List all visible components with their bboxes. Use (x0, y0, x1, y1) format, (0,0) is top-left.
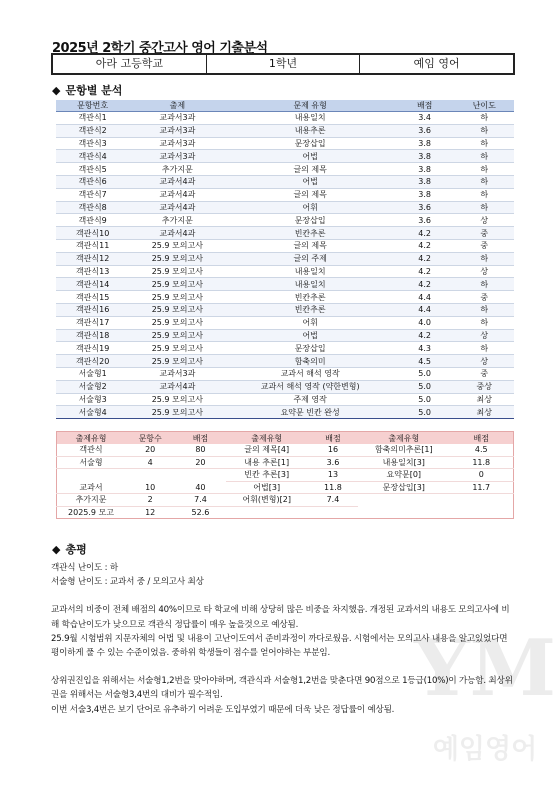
table-row (56, 112, 514, 125)
question-type-cell: 빈칸추론 (225, 291, 394, 304)
essay-difficulty: 서술형 난이도 : 교과서 중 / 모의고사 최상 (51, 577, 204, 588)
watermark-letters: YM (413, 623, 557, 714)
table-row (56, 175, 514, 188)
source-cell: 25.9 모의고사 (129, 278, 225, 291)
difficulty-cell: 하 (454, 303, 514, 316)
question-number-cell: 객관식11 (56, 239, 129, 252)
type-points-cell (449, 494, 513, 507)
category-cell: 추가지문 (57, 494, 126, 507)
source-cell: 추가지문 (129, 214, 225, 227)
difficulty-cell: 하 (454, 137, 514, 150)
question-type-cell: 어법 (225, 175, 394, 188)
difficulty-cell: 하 (454, 112, 514, 125)
question-type-cell: 글의 주제 (225, 252, 394, 265)
source-cell: 25.9 모의고사 (129, 265, 225, 278)
difficulty-cell: 중 (454, 291, 514, 304)
category-cell: 서술형 (57, 456, 126, 469)
points-cell: 3.6 (395, 201, 455, 214)
table-row (56, 201, 514, 214)
difficulty-cell: 최상 (454, 393, 514, 406)
question-type-cell: 어법 (225, 329, 394, 342)
points-cell: 3.8 (395, 150, 455, 163)
table-row (56, 380, 514, 393)
question-type-cell: 요약문 빈칸 완성 (225, 406, 394, 419)
difficulty-cell: 하 (454, 175, 514, 188)
difficulty-cell: 하 (454, 150, 514, 163)
source-cell: 25.9 모의고사 (129, 252, 225, 265)
question-number-cell: 객관식4 (56, 150, 129, 163)
difficulty-cell: 하 (454, 188, 514, 201)
table-row (56, 342, 514, 355)
points-cell: 4.2 (395, 239, 455, 252)
question-type-cell: 어휘 (225, 201, 394, 214)
points-cell: 5.0 (395, 380, 455, 393)
question-type-cell: 글의 제목[4] (226, 444, 308, 456)
column-header: 난이도 (454, 100, 514, 112)
table-header-row (57, 432, 514, 445)
question-number-cell: 객관식10 (56, 227, 129, 240)
points-cell: 3.4 (395, 112, 455, 125)
question-type-cell: 요약문[0] (358, 469, 449, 482)
difficulty-cell: 중 (454, 227, 514, 240)
points-cell: 4.3 (395, 342, 455, 355)
question-count-cell: 4 (125, 456, 175, 469)
table-row (56, 355, 514, 368)
points-cell: 4.0 (395, 316, 455, 329)
type-points-cell: 3.6 (308, 456, 358, 469)
column-header: 배점 (308, 432, 358, 445)
points-cell: 4.2 (395, 252, 455, 265)
diamond-icon: ◆ (52, 543, 61, 556)
section-heading-text: 총평 (65, 543, 87, 556)
question-count-cell: 12 (125, 506, 175, 519)
difficulty-cell: 하 (454, 278, 514, 291)
question-analysis-table (56, 100, 514, 419)
table-row (56, 214, 514, 227)
question-type-cell: 어법 (225, 150, 394, 163)
points-cell: 4.2 (395, 278, 455, 291)
question-number-cell: 객관식8 (56, 201, 129, 214)
category-cell: 교과서 (57, 481, 126, 494)
column-header: 배점 (395, 100, 455, 112)
question-number-cell: 객관식13 (56, 265, 129, 278)
question-number-cell: 객관식19 (56, 342, 129, 355)
column-header: 문제 유형 (225, 100, 394, 112)
question-number-cell: 객관식5 (56, 163, 129, 176)
source-cell: 교과서4과 (129, 380, 225, 393)
question-number-cell: 서술형1 (56, 367, 129, 380)
column-header: 출제 (129, 100, 225, 112)
type-points-cell: 0 (449, 469, 513, 482)
question-type-cell: 주제 영작 (225, 393, 394, 406)
question-number-cell: 객관식15 (56, 291, 129, 304)
difficulty-cell: 상 (454, 329, 514, 342)
points-cell: 4.2 (395, 265, 455, 278)
question-number-cell: 서술형2 (56, 380, 129, 393)
summary-text (51, 561, 514, 717)
table-row (56, 278, 514, 291)
header-bar (51, 53, 515, 75)
question-type-cell: 글의 제목 (225, 163, 394, 176)
question-type-cell: 교과서 해석 영작 (약한변형) (225, 380, 394, 393)
section-heading-analysis (52, 82, 122, 98)
summary-paragraph: 상위권진입을 위해서는 서술형1,2번을 맞아야하며, 객관식과 서술형1,2번을 맞춘다면 90점으로 1등급(10%)이 가능함. 최상위권을 위해서는 서술형3,4번의 대비가 필수적임. (51, 676, 513, 701)
source-cell: 교과서3과 (129, 150, 225, 163)
table-row (56, 124, 514, 137)
section-heading-summary (52, 541, 87, 557)
column-header: 출제유형 (57, 432, 126, 445)
points-cell: 4.2 (395, 329, 455, 342)
source-cell: 교과서3과 (129, 112, 225, 125)
question-number-cell: 객관식6 (56, 175, 129, 188)
source-cell: 추가지문 (129, 163, 225, 176)
difficulty-cell: 중상 (454, 380, 514, 393)
question-type-cell: 함축의미 (225, 355, 394, 368)
source-cell: 25.9 모의고사 (129, 303, 225, 316)
table-row (56, 329, 514, 342)
source-cell: 25.9 모의고사 (129, 329, 225, 342)
difficulty-cell: 하 (454, 163, 514, 176)
question-type-cell: 어법[3] (226, 481, 308, 494)
question-count-cell (125, 469, 175, 482)
points-cell: 3.8 (395, 137, 455, 150)
type-points-cell (449, 506, 513, 519)
table-row (56, 227, 514, 240)
source-cell: 교과서3과 (129, 367, 225, 380)
type-points-cell: 16 (308, 444, 358, 456)
question-count-cell: 2 (125, 494, 175, 507)
school-name: 아라 고등학교 (53, 55, 207, 73)
question-type-cell: 내용일치[3] (358, 456, 449, 469)
table-header-row (56, 100, 514, 112)
question-number-cell: 서술형3 (56, 393, 129, 406)
brand-name: 예임 영어 (413, 57, 460, 70)
question-type-cell: 빈칸추론 (225, 227, 394, 240)
difficulty-cell: 최상 (454, 406, 514, 419)
category-cell (57, 469, 126, 482)
question-type-cell: 글의 제목 (225, 239, 394, 252)
question-type-cell: 내용일치 (225, 265, 394, 278)
type-points-cell: 11.7 (449, 481, 513, 494)
source-cell: 25.9 모의고사 (129, 316, 225, 329)
table-row (56, 291, 514, 304)
watermark-text: 예임영어 (432, 734, 538, 765)
question-type-cell: 교과서 해석 영작 (225, 367, 394, 380)
points-cell: 3.8 (395, 163, 455, 176)
difficulty-cell: 중 (454, 367, 514, 380)
question-number-cell: 객관식18 (56, 329, 129, 342)
question-type-cell: 빈칸 추론[3] (226, 469, 308, 482)
source-cell: 교과서4과 (129, 175, 225, 188)
question-number-cell: 객관식1 (56, 112, 129, 125)
column-header: 배점 (449, 432, 513, 445)
table-row (56, 252, 514, 265)
difficulty-cell: 상 (454, 214, 514, 227)
points-cell: 3.8 (395, 175, 455, 188)
table-row (57, 481, 514, 494)
question-number-cell: 객관식14 (56, 278, 129, 291)
table-row (56, 150, 514, 163)
type-points-cell (308, 506, 358, 519)
table-row (56, 239, 514, 252)
question-number-cell: 객관식20 (56, 355, 129, 368)
source-cell: 25.9 모의고사 (129, 342, 225, 355)
difficulty-cell: 중 (454, 239, 514, 252)
source-cell: 25.9 모의고사 (129, 393, 225, 406)
type-points-cell: 13 (308, 469, 358, 482)
source-cell: 25.9 모의고사 (129, 239, 225, 252)
table-row (57, 444, 514, 456)
column-header: 출제유형 (358, 432, 449, 445)
difficulty-cell: 하 (454, 342, 514, 355)
grade-label: 1학년 (207, 55, 361, 73)
section-heading-text: 문항별 분석 (65, 84, 123, 97)
category-cell: 객관식 (57, 444, 126, 456)
source-cell: 교과서4과 (129, 227, 225, 240)
question-type-cell: 문장삽입 (225, 137, 394, 150)
question-number-cell: 객관식12 (56, 252, 129, 265)
points-cell: 3.8 (395, 188, 455, 201)
question-type-cell: 내용일치 (225, 278, 394, 291)
table-row (56, 303, 514, 316)
question-type-cell: 문장삽입 (225, 214, 394, 227)
points-cell: 80 (175, 444, 225, 456)
points-cell: 4.4 (395, 291, 455, 304)
summary-paragraph: 교과서의 비중이 전체 배점의 40%이므로 타 학교에 비해 상당히 많은 비중을 차지했음. 개정된 교과서의 내용도 모의고사에 비해 학습난이도가 낮으므로 객관식 정답률이 매우 높을것으로 예상됨. (51, 605, 510, 630)
table-row (57, 469, 514, 482)
source-cell: 교과서3과 (129, 124, 225, 137)
question-type-cell: 내용 추론[1] (226, 456, 308, 469)
question-type-cell (226, 506, 308, 519)
table-row (56, 137, 514, 150)
type-points-cell: 11.8 (308, 481, 358, 494)
points-cell: 3.6 (395, 124, 455, 137)
points-cell: 4.4 (395, 303, 455, 316)
table-row (56, 393, 514, 406)
difficulty-cell: 하 (454, 316, 514, 329)
type-points-cell: 7.4 (308, 494, 358, 507)
summary-paragraph: 25.9월 시험범위 지문자체의 어법 및 내용이 고난이도여서 준비과정이 까다로웠음. 시험에서는 모의고사 내용을 알고있었다면 평이하게 풀 수 있는 수준이었음. 중하위 학생들이 점수를 얻어야하는 부분임. (51, 633, 508, 659)
column-header: 문항번호 (56, 100, 129, 112)
question-number-cell: 객관식7 (56, 188, 129, 201)
type-points-cell: 4.5 (449, 444, 513, 456)
points-cell: 4.5 (395, 355, 455, 368)
table-row (56, 163, 514, 176)
question-number-cell: 객관식9 (56, 214, 129, 227)
question-count-cell: 10 (125, 481, 175, 494)
table-row (56, 316, 514, 329)
question-type-cell: 문장삽입[3] (358, 481, 449, 494)
points-cell: 3.6 (395, 214, 455, 227)
document-title: 2025년 2학기 중간고사 영어 기출분석 (52, 41, 268, 56)
points-cell: 20 (175, 456, 225, 469)
column-header: 배점 (175, 432, 225, 445)
table-row (57, 506, 514, 519)
points-cell (175, 469, 225, 482)
question-type-cell (358, 494, 449, 507)
table-row (57, 494, 514, 507)
question-type-cell (358, 506, 449, 519)
question-type-cell: 어휘(변형)[2] (226, 494, 308, 507)
type-points-cell: 11.8 (449, 456, 513, 469)
points-cell: 5.0 (395, 406, 455, 419)
table-row (57, 456, 514, 469)
diamond-icon: ◆ (52, 84, 61, 97)
question-type-cell: 글의 제목 (225, 188, 394, 201)
column-header: 출제유형 (226, 432, 308, 445)
source-cell: 교과서3과 (129, 137, 225, 150)
points-cell: 5.0 (395, 367, 455, 380)
difficulty-cell: 하 (454, 201, 514, 214)
difficulty-cell: 상 (454, 355, 514, 368)
question-number-cell: 객관식17 (56, 316, 129, 329)
question-count-cell: 20 (125, 444, 175, 456)
table-row (56, 367, 514, 380)
points-cell: 5.0 (395, 393, 455, 406)
question-type-cell: 문장삽입 (225, 342, 394, 355)
source-cell: 25.9 모의고사 (129, 406, 225, 419)
question-number-cell: 객관식2 (56, 124, 129, 137)
points-cell: 7.4 (175, 494, 225, 507)
summary-paragraph: 이번 서술3,4번은 보기 단어로 유추하기 어려운 도입부였기 때문에 더욱 낮은 정답률이 예상됨. (51, 704, 395, 715)
question-type-cell: 내용일치 (225, 112, 394, 125)
table-row (56, 406, 514, 419)
column-header: 문항수 (125, 432, 175, 445)
points-cell: 4.2 (395, 227, 455, 240)
question-type-cell: 내용추론 (225, 124, 394, 137)
question-number-cell: 객관식3 (56, 137, 129, 150)
category-cell: 2025.9 모고 (57, 506, 126, 519)
type-statistics-table (56, 431, 514, 519)
objective-difficulty: 객관식 난이도 : 하 (51, 563, 119, 573)
question-type-cell: 어휘 (225, 316, 394, 329)
source-cell: 25.9 모의고사 (129, 355, 225, 368)
source-cell: 25.9 모의고사 (129, 291, 225, 304)
question-type-cell: 함축의미추론[1] (358, 444, 449, 456)
table-row (56, 265, 514, 278)
source-cell: 교과서4과 (129, 188, 225, 201)
question-number-cell: 서술형4 (56, 406, 129, 419)
question-number-cell: 객관식16 (56, 303, 129, 316)
source-cell: 교과서4과 (129, 201, 225, 214)
difficulty-cell: 하 (454, 124, 514, 137)
difficulty-cell: 상 (454, 265, 514, 278)
points-cell: 52.6 (175, 506, 225, 519)
points-cell: 40 (175, 481, 225, 494)
difficulty-cell: 하 (454, 252, 514, 265)
table-row (56, 188, 514, 201)
question-type-cell: 빈칸추론 (225, 303, 394, 316)
